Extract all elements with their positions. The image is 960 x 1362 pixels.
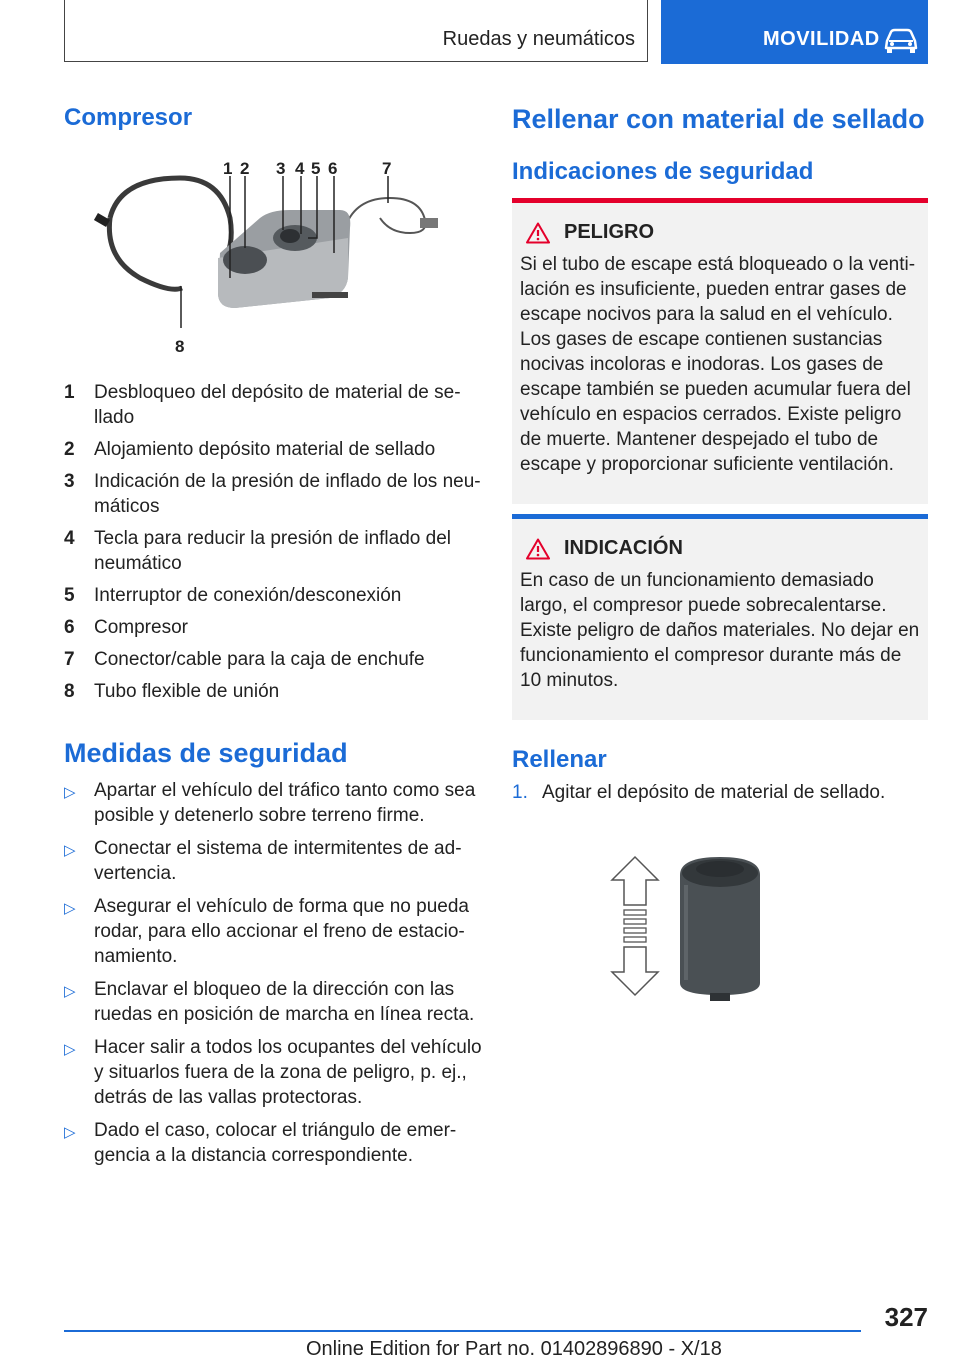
compressor-figure bbox=[90, 158, 450, 358]
fill-sealant-heading: Rellenar con material de sellado bbox=[512, 104, 925, 134]
compressor-heading: Compresor bbox=[64, 104, 193, 131]
shake-bottle-figure bbox=[610, 855, 810, 1005]
safety-measures-heading: Medidas de seguridad bbox=[64, 738, 348, 768]
fill-steps bbox=[512, 780, 928, 805]
list-item: ▷ Enclavar el bloqueo de la dirección con las ruedas en posición de marcha en línea recta. bbox=[64, 979, 475, 1025]
bullet-marker-icon: ▷ bbox=[64, 784, 76, 801]
legend-item: 5 Interruptor de conexión/desconexión bbox=[64, 585, 402, 606]
legend-item: 6 Compresor bbox=[64, 617, 188, 638]
fill-heading: Rellenar bbox=[512, 746, 607, 773]
edition-note: Online Edition for Part no. 01402896890 - X/18 bbox=[306, 1338, 722, 1360]
footer-divider bbox=[64, 1330, 861, 1332]
notice-box bbox=[512, 514, 928, 720]
legend-item: 1 Desbloqueo del depósito de material de sellado bbox=[64, 382, 461, 428]
figure-label-7: 7 bbox=[382, 159, 392, 178]
figure-label-5: 5 bbox=[311, 159, 321, 178]
list-item: ▷ Hacer salir a todos los ocupantes del vehículo y situarlos fuera de la zona de peligro, p. ej., detrás de las vallas protectoras. bbox=[64, 1037, 482, 1108]
safety-bullet-list bbox=[64, 778, 484, 1176]
bullet-marker-icon: ▷ bbox=[64, 900, 76, 917]
bullet-marker-icon: ▷ bbox=[64, 842, 76, 859]
legend-item: 2 Alojamiento depósito material de sellado bbox=[64, 439, 436, 460]
notice-title: INDICACIÓN bbox=[564, 537, 683, 559]
warning-triangle-icon bbox=[526, 222, 550, 244]
safety-notes-heading: Indicaciones de seguridad bbox=[512, 158, 814, 185]
page-number: 327 bbox=[884, 1302, 928, 1332]
list-item: ▷ Asegurar el vehículo de forma que no pueda rodar, para ello accionar el freno de estacionamiento. bbox=[64, 896, 469, 967]
danger-notice bbox=[512, 198, 928, 504]
legend-item: 8 Tubo flexible de unión bbox=[64, 681, 280, 702]
section-tab[interactable] bbox=[64, 0, 648, 62]
page-header bbox=[64, 0, 928, 64]
notice-text: En caso de un funcionamiento demasiado largo, el compresor puede sobrecalentarse. Existe peligro de daños materiales. No dejar en funcionamiento el compresor durante más de 10 minutos. bbox=[520, 570, 920, 691]
component-legend bbox=[64, 380, 484, 711]
legend-item: 7 Conector/cable para la caja de enchufe bbox=[64, 649, 425, 670]
bullet-marker-icon: ▷ bbox=[64, 983, 76, 1000]
figure-label-4: 4 bbox=[295, 159, 305, 178]
section-title: Ruedas y neumáticos bbox=[442, 28, 635, 50]
figure-label-1: 1 bbox=[223, 159, 233, 178]
step-text: Agitar el depósito de material de sellado. bbox=[542, 782, 886, 803]
figure-label-3: 3 bbox=[276, 159, 286, 178]
bullet-marker-icon: ▷ bbox=[64, 1041, 76, 1058]
warning-triangle-icon bbox=[526, 538, 550, 560]
car-icon bbox=[883, 28, 919, 54]
step-number: 1. bbox=[512, 782, 528, 803]
figure-label-2: 2 bbox=[240, 159, 250, 178]
list-item: ▷ Apartar el vehículo del tráfico tanto como sea posible y detenerlo sobre terreno firme. bbox=[64, 780, 476, 826]
chapter-title: MOVILIDAD bbox=[763, 28, 880, 50]
danger-title: PELIGRO bbox=[564, 221, 655, 243]
legend-item: 4 Tecla para reducir la presión de inflado del neumático bbox=[64, 528, 451, 574]
danger-text: Si el tubo de escape está bloqueado o la ventilación es insuficiente, pueden entrar gases de escape nocivos para la salud en el vehículo. Los gases de escape contienen sustancias nocivas incoloras e inodoras. Los gases de escape también se pueden acumular fuera del vehículo en espacios cerrados. Existe peligro de muerte. Mantener despejado el tubo de escape y proporcionar suficiente ventilación. bbox=[520, 254, 916, 475]
bullet-marker-icon: ▷ bbox=[64, 1124, 76, 1141]
list-item bbox=[512, 780, 928, 805]
list-item: ▷ Dado el caso, colocar el triángulo de emergencia a la distancia correspondiente. bbox=[64, 1120, 457, 1166]
figure-label-6: 6 bbox=[328, 159, 338, 178]
figure-label-8: 8 bbox=[175, 337, 185, 356]
chapter-tab[interactable] bbox=[661, 0, 928, 64]
legend-item: 3 Indicación de la presión de inflado de los neumáticos bbox=[64, 471, 481, 517]
list-item: ▷ Conectar el sistema de intermitentes de advertencia. bbox=[64, 838, 462, 884]
